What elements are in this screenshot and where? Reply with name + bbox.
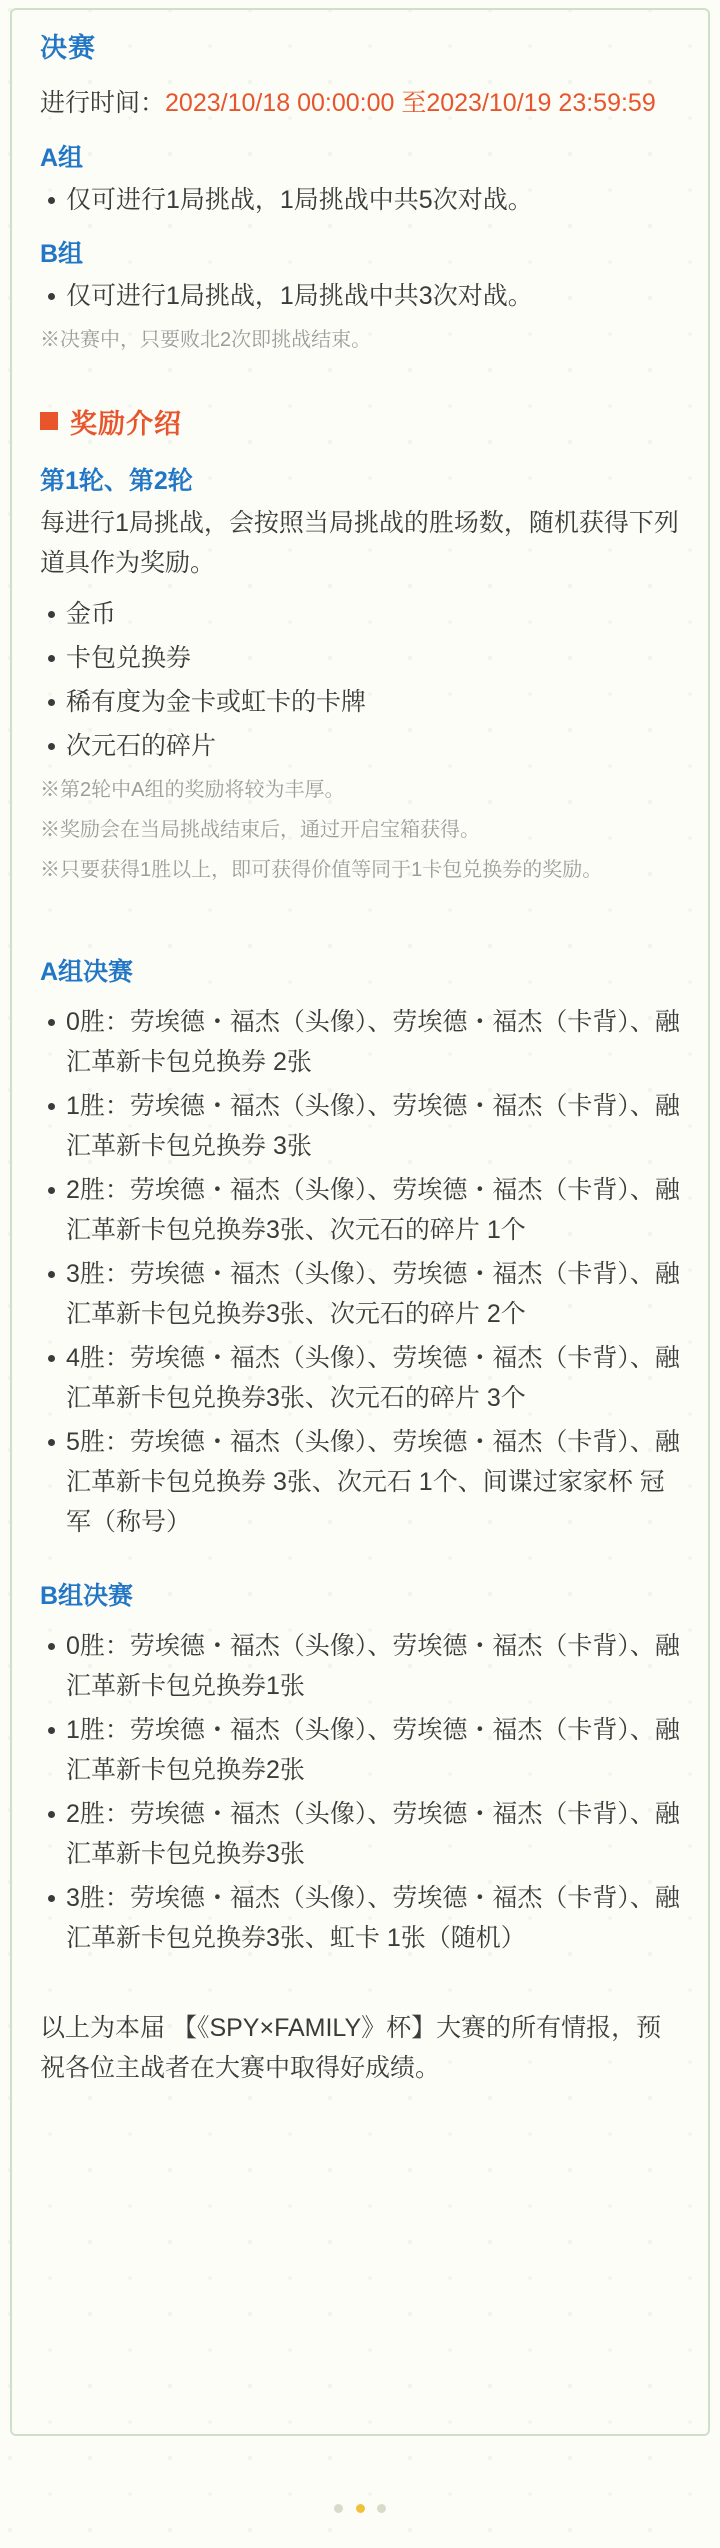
list-item: 2胜：劳埃德・福杰（头像）、劳埃德・福杰（卡背）、融汇革新卡包兑换券3张 bbox=[40, 1794, 680, 1874]
final-time-line bbox=[40, 83, 680, 124]
final-group-b-list bbox=[40, 276, 680, 316]
rewards-note-1: ※第2轮中A组的奖励将较为丰厚。 bbox=[40, 778, 345, 801]
list-item: 次元石的碎片 bbox=[40, 726, 680, 766]
list-item: 稀有度为金卡或虹卡的卡牌 bbox=[40, 682, 680, 722]
rewards-item-list bbox=[40, 594, 680, 766]
final-group-b-heading: B组 bbox=[40, 239, 84, 268]
list-item: 5胜：劳埃德・福杰（头像）、劳埃德・福杰（卡背）、融汇革新卡包兑换券 3张、次元石 1个、间谍过家家杯 冠军（称号） bbox=[40, 1422, 680, 1542]
list-item: 仅可进行1局挑战，1局挑战中共3次对战。 bbox=[40, 276, 680, 316]
final-group-a-heading: A组 bbox=[40, 143, 84, 172]
section-heading-final: 决赛 bbox=[40, 33, 96, 63]
rewards-group-a-heading: A组决赛 bbox=[40, 957, 134, 986]
rewards-title-text: 奖励介绍 bbox=[70, 408, 182, 439]
list-item: 1胜：劳埃德・福杰（头像）、劳埃德・福杰（卡背）、融汇革新卡包兑换券 3张 bbox=[40, 1086, 680, 1166]
pagination-dot[interactable] bbox=[377, 2504, 386, 2513]
final-note: ※决赛中，只要败北2次即挑战结束。 bbox=[40, 328, 372, 351]
rewards-round-heading: 第1轮、第2轮 bbox=[40, 466, 193, 495]
list-item: 仅可进行1局挑战，1局挑战中共5次对战。 bbox=[40, 180, 680, 220]
final-time-label: 进行时间： bbox=[40, 89, 166, 117]
list-item: 3胜：劳埃德・福杰（头像）、劳埃德・福杰（卡背）、融汇革新卡包兑换券3张、次元石的碎片 2个 bbox=[40, 1254, 680, 1334]
list-item: 3胜：劳埃德・福杰（头像）、劳埃德・福杰（卡背）、融汇革新卡包兑换券3张、虹卡 1张（随机） bbox=[40, 1878, 680, 1958]
list-item: 1胜：劳埃德・福杰（头像）、劳埃德・福杰（卡背）、融汇革新卡包兑换券2张 bbox=[40, 1710, 680, 1790]
final-group-a-list bbox=[40, 180, 680, 220]
final-time-value: 2023/10/18 00:00:00 至2023/10/19 23:59:59 bbox=[165, 89, 656, 117]
list-item: 卡包兑换券 bbox=[40, 638, 680, 678]
list-item: 4胜：劳埃德・福杰（头像）、劳埃德・福杰（卡背）、融汇革新卡包兑换券3张、次元石的碎片 3个 bbox=[40, 1338, 680, 1418]
rewards-group-b-heading: B组决赛 bbox=[40, 1581, 134, 1610]
pagination-dot[interactable] bbox=[334, 2504, 343, 2513]
pagination-dot-active[interactable] bbox=[356, 2504, 365, 2513]
list-item: 0胜：劳埃德・福杰（头像）、劳埃德・福杰（卡背）、融汇革新卡包兑换券1张 bbox=[40, 1626, 680, 1706]
closing-paragraph: 以上为本届 【《SPY×FAMILY》杯】大赛的所有情报，预祝各位主战者在大赛中取得好成绩。 bbox=[40, 2013, 662, 2082]
rewards-group-b-list bbox=[40, 1626, 680, 1958]
rewards-note-2: ※奖励会在当局挑战结束后，通过开启宝箱获得。 bbox=[40, 818, 480, 841]
list-item: 金币 bbox=[40, 594, 680, 634]
rewards-title bbox=[40, 402, 680, 441]
list-item: 0胜：劳埃德・福杰（头像）、劳埃德・福杰（卡背）、融汇革新卡包兑换券 2张 bbox=[40, 1002, 680, 1082]
square-marker-icon bbox=[40, 412, 58, 430]
pagination-dots[interactable] bbox=[0, 2500, 720, 2518]
rewards-group-a-list bbox=[40, 1002, 680, 1542]
rewards-note-3: ※只要获得1胜以上，即可获得价值等同于1卡包兑换券的奖励。 bbox=[40, 858, 603, 881]
list-item: 2胜：劳埃德・福杰（头像）、劳埃德・福杰（卡背）、融汇革新卡包兑换券3张、次元石的碎片 1个 bbox=[40, 1170, 680, 1250]
rewards-intro: 每进行1局挑战，会按照当局挑战的胜场数，随机获得下列道具作为奖励。 bbox=[40, 508, 679, 577]
